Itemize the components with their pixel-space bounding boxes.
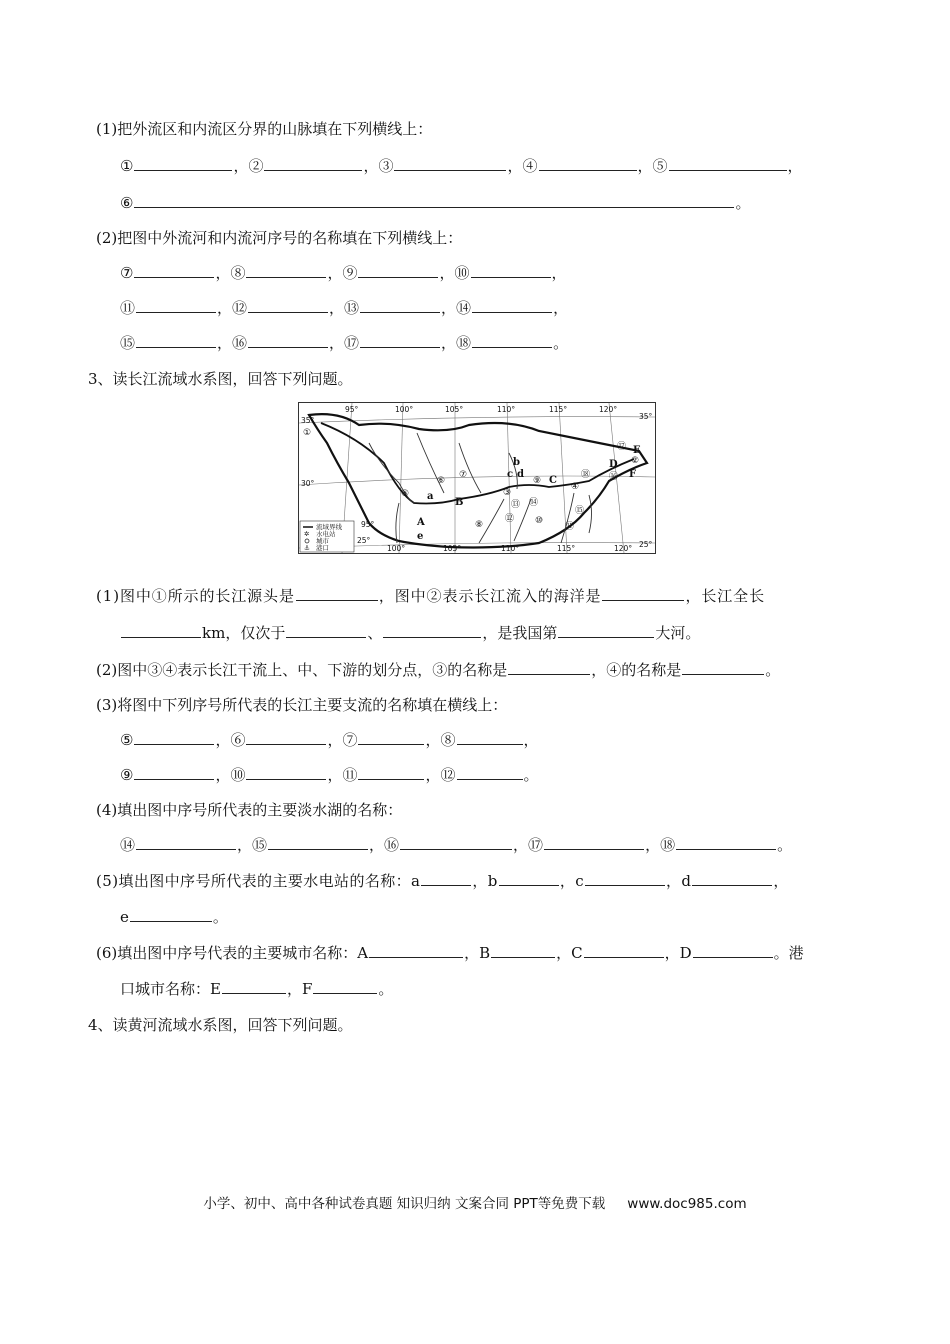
legend-port-icon: ⚓ (304, 544, 310, 552)
label-num-17: ⑰ (617, 442, 627, 452)
blank-5[interactable] (669, 156, 787, 171)
q3-tributary-row2 (120, 764, 539, 785)
label-1: ① (120, 157, 134, 175)
label-17: ，⑰ (513, 836, 544, 854)
text: ，B (464, 944, 491, 962)
label-14: ⑭ (120, 836, 136, 854)
blank-point-4[interactable] (682, 660, 764, 675)
text: ，④的名称是 (591, 661, 682, 679)
label-5: ⑤ (120, 731, 134, 749)
label-4: ，④ (507, 157, 538, 175)
blank-t8[interactable] (457, 730, 523, 745)
label-12: ，⑫ (217, 299, 248, 317)
label-5: ，⑤ (637, 157, 668, 175)
label-8: ，⑧ (425, 731, 456, 749)
blank-1[interactable] (134, 156, 232, 171)
label-num-1: ① (303, 428, 312, 438)
label-15: ，⑮ (237, 836, 268, 854)
label-num-7: ⑦ (459, 470, 468, 480)
text: ，是我国第 (482, 624, 558, 642)
punct: ， (787, 157, 803, 175)
blank-A[interactable] (369, 943, 463, 958)
blank-t10[interactable] (246, 765, 326, 780)
blank-7[interactable] (134, 263, 214, 278)
q3-sub5-line2 (120, 906, 228, 927)
blank-d[interactable] (692, 871, 772, 886)
blank-6[interactable] (134, 193, 734, 208)
blank-10[interactable] (471, 263, 551, 278)
text: e (120, 908, 129, 926)
q3-sub4-prompt: (4)填出图中序号所代表的主要淡水湖的名称： (96, 801, 403, 819)
port-F: F (629, 469, 637, 480)
text: 大河。 (655, 624, 701, 642)
blank-14[interactable] (472, 298, 552, 313)
punct: ， (773, 872, 789, 890)
legend-city: 城市 (316, 537, 329, 545)
blank-D[interactable] (693, 943, 773, 958)
blank-a[interactable] (421, 871, 471, 886)
q2-part1-prompt: (1)把外流区和内流区分界的山脉填在下列横线上： (96, 120, 433, 138)
legend-port: 港口 (316, 544, 329, 552)
q3-tributary-row1 (120, 729, 539, 750)
q3-lake-row (120, 834, 792, 855)
label-num-14: ⑭ (529, 498, 539, 508)
blank-9[interactable] (358, 263, 438, 278)
label-10: ，⑩ (215, 766, 246, 784)
label-11: ，⑪ (327, 766, 358, 784)
text: ，图中②表示长江流入的海洋是 (378, 587, 602, 605)
blank-t12[interactable] (457, 765, 523, 780)
lon-bottom-95: 95° (361, 520, 375, 529)
punct: 。 (212, 908, 228, 926)
text: 口城市名称：E (120, 980, 221, 998)
label-num-8: ⑧ (475, 520, 484, 530)
label-10: ，⑩ (439, 264, 470, 282)
text: 。 (765, 661, 781, 679)
legend-hydro: 水电站 (316, 530, 336, 538)
q2-mountain-row1 (120, 155, 803, 176)
blank-rank[interactable] (558, 623, 654, 638)
port-E: E (633, 445, 641, 456)
punct: ， (523, 731, 539, 749)
blank-river-1[interactable] (286, 623, 366, 638)
text: (1)图中①所示的长江源头是 (96, 587, 295, 605)
lon-bottom-105: 105° (443, 544, 462, 553)
q4-title: 4、读黄河流域水系图，回答下列问题。 (88, 1016, 353, 1034)
lat-right-25: 25° (639, 540, 653, 549)
punct: 。 (553, 334, 569, 352)
punct: 。 (378, 980, 394, 998)
label-num-12: ⑫ (505, 514, 515, 524)
punct: 。 (777, 836, 793, 854)
text: km，仅次于 (202, 624, 286, 642)
label-2: ，② (233, 157, 264, 175)
blank-2[interactable] (264, 156, 362, 171)
lon-top-105: 105° (445, 405, 464, 414)
label-6: ⑥ (120, 194, 134, 212)
punct: ， (551, 264, 567, 282)
text: ，c (559, 872, 585, 890)
q3-sub2 (96, 659, 780, 680)
lon-bottom-100: 100° (387, 544, 406, 553)
label-18: ，⑱ (441, 334, 472, 352)
q3-sub6-line1 (96, 942, 804, 963)
hydro-e: e (417, 531, 424, 542)
text: (6)填出图中序号代表的主要城市名称：A (96, 944, 369, 962)
label-num-15: ⑮ (575, 506, 585, 516)
q3-sub3-prompt: (3)将图中下列序号所代表的长江主要支流的名称填在横线上： (96, 696, 508, 714)
blank-t11[interactable] (358, 765, 424, 780)
q3-sub1-line2 (120, 622, 700, 643)
blank-8[interactable] (246, 263, 326, 278)
label-num-9: ⑨ (533, 476, 542, 486)
text: ，b (472, 872, 498, 890)
blank-l16[interactable] (400, 835, 512, 850)
blank-length[interactable] (121, 623, 201, 638)
hydro-b: b (513, 457, 520, 468)
q2-river-row3 (120, 332, 568, 353)
city-D: D (609, 459, 618, 470)
blank-C[interactable] (584, 943, 664, 958)
hydro-c: c (507, 469, 514, 480)
lat-right-35: 35° (639, 412, 653, 421)
blank-11[interactable] (136, 298, 216, 313)
label-8: ，⑧ (215, 264, 246, 282)
q2-mountain-row2 (120, 192, 750, 213)
blank-17[interactable] (360, 333, 440, 348)
label-17: ，⑰ (329, 334, 360, 352)
lat-left-35: 35° (301, 416, 315, 425)
blank-l15[interactable] (268, 835, 368, 850)
label-11: ⑪ (120, 299, 136, 317)
hydro-d: d (517, 469, 524, 480)
lon-bottom-120: 120° (614, 544, 633, 553)
label-6: ，⑥ (215, 731, 246, 749)
hydro-a: a (427, 491, 434, 502)
label-7: ⑦ (120, 264, 134, 282)
blank-l18[interactable] (676, 835, 776, 850)
blank-t5[interactable] (134, 730, 214, 745)
label-num-10: ⑩ (535, 516, 544, 526)
text: (2)图中③④表示长江干流上、中、下游的划分点，③的名称是 (96, 661, 508, 679)
q3-title: 3、读长江流域水系图，回答下列问题。 (88, 370, 353, 388)
label-num-2: ② (631, 456, 640, 466)
blank-t9[interactable] (134, 765, 214, 780)
label-13: ，⑬ (329, 299, 360, 317)
blank-16[interactable] (248, 333, 328, 348)
blank-t7[interactable] (358, 730, 424, 745)
blank-river-2[interactable] (383, 623, 481, 638)
lon-top-110: 110° (497, 405, 516, 414)
label-num-11: ⑪ (565, 522, 575, 532)
text: ，长江全长 (685, 587, 765, 605)
yangtze-river-map (298, 402, 656, 554)
text: (5)填出图中序号所代表的主要水电站的名称：a (96, 872, 421, 890)
blank-12[interactable] (248, 298, 328, 313)
blank-source[interactable] (296, 586, 378, 601)
label-num-4: ④ (571, 482, 580, 492)
text: 、 (367, 624, 383, 642)
blank-18[interactable] (472, 333, 552, 348)
blank-3[interactable] (394, 156, 506, 171)
label-14: ，⑭ (441, 299, 472, 317)
text: ，D (664, 944, 692, 962)
q2-part2-prompt: (2)把图中外流河和内流河序号的名称填在下列横线上： (96, 229, 463, 247)
text: 。港 (773, 944, 804, 962)
text: ，F (286, 980, 313, 998)
footer-text: 小学、初中、高中各种试卷真题 知识归纳 文案合同 PPT等免费下载 (203, 1196, 606, 1212)
punct: ， (553, 299, 569, 317)
lon-top-100: 100° (395, 405, 414, 414)
blank-c[interactable] (585, 871, 665, 886)
blank-b[interactable] (499, 871, 559, 886)
label-3: ，③ (363, 157, 394, 175)
q3-sub1-line1 (96, 585, 765, 606)
label-num-16: ⑯ (609, 472, 619, 482)
blank-13[interactable] (360, 298, 440, 313)
blank-4[interactable] (539, 156, 637, 171)
footer-url[interactable]: www.doc985.com (627, 1196, 747, 1212)
label-num-6: ⑥ (437, 476, 446, 486)
footer (0, 1192, 950, 1212)
blank-l14[interactable] (136, 835, 236, 850)
blank-F[interactable] (313, 979, 377, 994)
blank-e[interactable] (130, 907, 212, 922)
label-7: ，⑦ (327, 731, 358, 749)
label-9: ⑨ (120, 766, 134, 784)
blank-point-3[interactable] (508, 660, 590, 675)
q3-sub5-line1 (96, 870, 789, 891)
legend-boundary: 流域界线 (316, 523, 342, 531)
q2-river-row2 (120, 297, 568, 318)
legend-hydro-icon: ✲ (304, 530, 310, 538)
blank-15[interactable] (136, 333, 216, 348)
text: ，d (666, 872, 692, 890)
blank-l17[interactable] (544, 835, 644, 850)
lat-left-25: 25° (357, 536, 371, 545)
text: ，C (556, 944, 583, 962)
blank-B[interactable] (491, 943, 555, 958)
label-15: ⑮ (120, 334, 136, 352)
lon-top-95: 95° (345, 405, 359, 414)
punct: 。 (523, 766, 539, 784)
label-num-18: ⑱ (581, 470, 591, 480)
lat-left-30: 30° (301, 479, 315, 488)
q2-river-row1 (120, 262, 567, 283)
label-num-13: ⑬ (511, 500, 521, 510)
label-18: ，⑱ (645, 836, 676, 854)
lon-top-115: 115° (549, 405, 568, 414)
lon-top-120: 120° (599, 405, 618, 414)
lon-bottom-115: 115° (557, 544, 576, 553)
lon-bottom-110: 110° (501, 544, 520, 553)
punct: 。 (735, 194, 751, 212)
label-16: ，⑯ (369, 836, 400, 854)
blank-E[interactable] (222, 979, 286, 994)
city-C: C (549, 475, 557, 486)
label-12: ，⑫ (425, 766, 456, 784)
q3-sub6-line2 (120, 978, 393, 999)
label-16: ，⑯ (217, 334, 248, 352)
label-num-5: ⑤ (401, 489, 410, 499)
city-B: B (455, 497, 464, 508)
city-A: A (417, 517, 425, 528)
label-9: ，⑨ (327, 264, 358, 282)
blank-t6[interactable] (246, 730, 326, 745)
blank-ocean[interactable] (602, 586, 684, 601)
label-num-3: ③ (503, 488, 512, 498)
